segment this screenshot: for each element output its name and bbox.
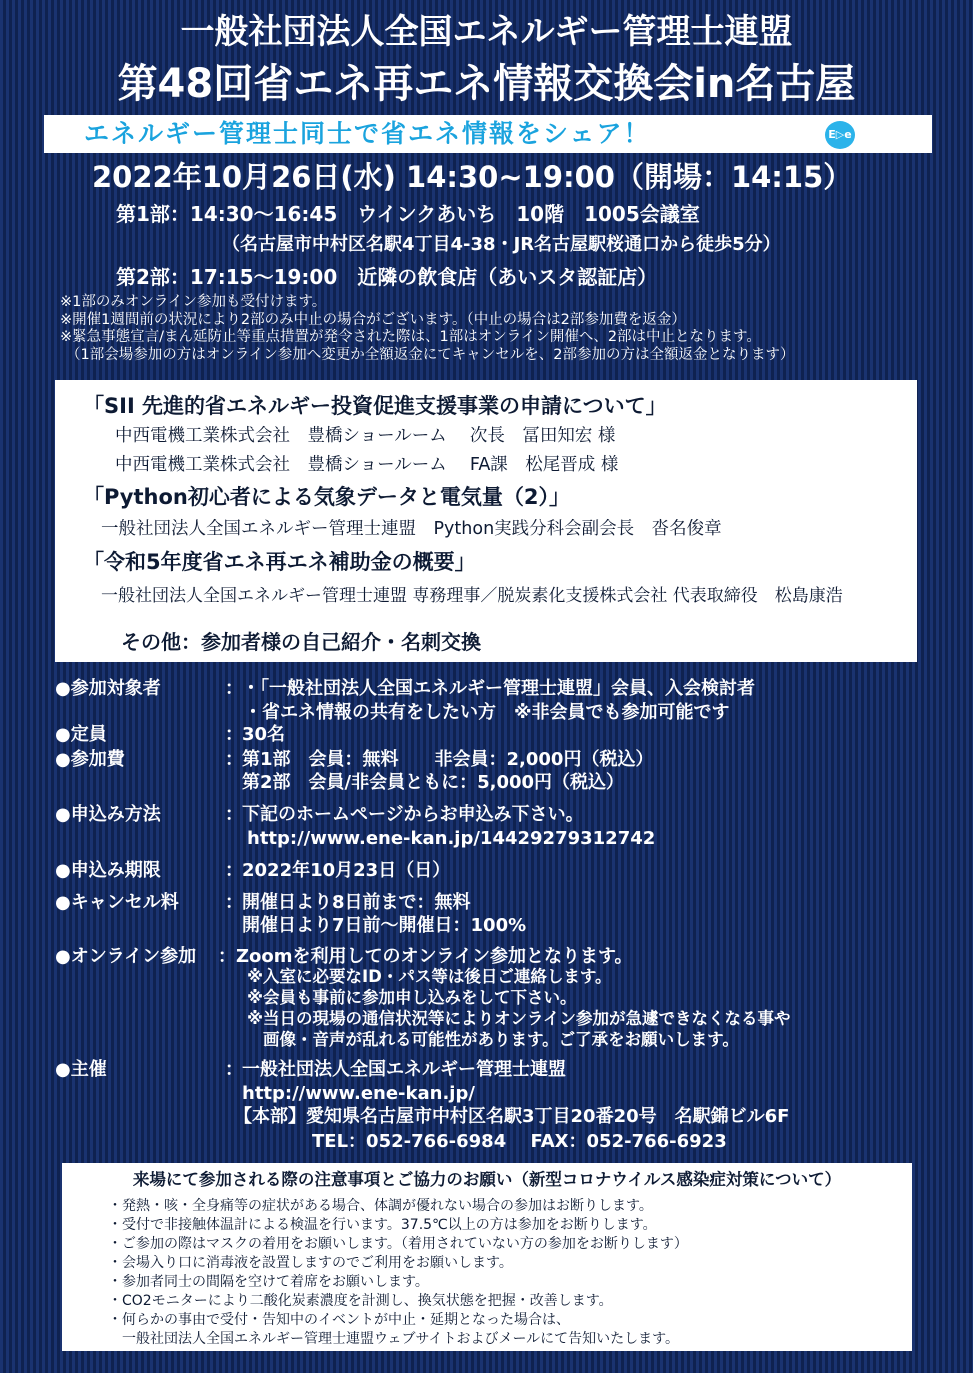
colon: ：	[225, 892, 243, 913]
caution-item: ・ご参加の際はマスクの着用をお願いします。（着用されていない方の参加をお断りします）	[108, 1236, 688, 1252]
host-url-link[interactable]: http://www.ene-kan.jp/	[242, 1083, 475, 1104]
talk3-title: 「令和5年度省エネ再エネ補助金の概要」	[83, 550, 476, 574]
colon: ：	[225, 804, 243, 825]
schedule-notes	[60, 294, 795, 364]
online-note-4: 画像・音声が乱れる可能性があります。ご了承をお願いします。	[263, 1030, 739, 1049]
cancel-value-2: 開催日より7日前～開催日：100%	[242, 915, 527, 936]
colon: ：	[225, 724, 243, 745]
talk1-speaker: 中西電機工業株式会社 豊橋ショールーム 次長 冨田知宏 様	[115, 426, 616, 446]
capacity-label: ●定員	[55, 724, 107, 745]
event-date: 2022年10月26日(水) 14:30~19:00（開場：14:15）	[92, 160, 853, 194]
caution-item: ・参加者同士の間隔を空けて着席をお願いします。	[108, 1274, 429, 1290]
online-value: Zoomを利用してのオンライン参加となります。	[236, 946, 633, 967]
colon: ：	[225, 678, 243, 699]
colon: ：	[225, 860, 243, 881]
fee-value-2: 第2部 会員/非会員ともに：5,000円（税込）	[242, 772, 625, 793]
caution-item: ・会場入り口に消毒液を設置しますのでご利用をお願いします。	[108, 1255, 513, 1271]
talk3-speaker: 一般社団法人全国エネルギー管理士連盟 専務理事／脱炭素化支援株式会社 代表取締役 松島康浩	[101, 586, 843, 606]
tagline-banner	[44, 115, 932, 153]
caution-item: ・受付で非接触体温計による検温を行います。37.5℃以上の方は参加をお断りします。	[108, 1217, 657, 1233]
event-title: 第48回省エネ再エネ情報交換会in名古屋	[117, 61, 856, 107]
apply-label: ●申込み方法	[55, 804, 161, 825]
host-address: 【本部】愛知県名古屋市中村区名駅3丁目20番20号 名駅錦ビル6F	[234, 1106, 790, 1127]
part1-info: 第1部：14:30～16:45 ウインクあいち 10階 1005会議室	[116, 202, 700, 226]
apply-value: 下記のホームページからお申込み下さい。	[242, 804, 584, 825]
talk2-title: 「Python初心者による気象データと電気量（2）」	[83, 485, 570, 509]
fee-value: 第1部 会員：無料 非会員：2,000円（税込）	[242, 749, 654, 770]
caution-item: ・何らかの事由で受付・告知中のイベントが中止・延期となった場合は、	[108, 1312, 570, 1328]
note-item: ※開催1週間前の状況により2部のみ中止の場合がございます。（中止の場合は2部参加費を返金）	[60, 311, 686, 328]
talk2-speaker: 一般社団法人全国エネルギー管理士連盟 Python実践分科会副会長 沓名俊章	[101, 519, 722, 539]
host-contact: TEL：052-766-6984 FAX：052-766-6923	[312, 1131, 727, 1152]
apply-url-link[interactable]: http://www.ene-kan.jp/14429279312742	[247, 828, 656, 849]
cancel-label: ●キャンセル料	[55, 892, 179, 913]
talk1-title: 「SII 先進的省エネルギー投資促進支援事業の申請について」	[83, 394, 667, 418]
part2-info: 第2部：17:15～19:00 近隣の飲食店（あいスタ認証店）	[116, 265, 658, 289]
fee-label: ●参加費	[55, 749, 125, 770]
online-note-2: ※会員も事前に参加申し込みをして下さい。	[247, 988, 577, 1007]
colon: ：	[218, 946, 236, 967]
online-note-3: ※当日の現場の通信状況等によりオンライン参加が急遽できなくなる事や	[247, 1009, 791, 1028]
caution-box	[62, 1163, 912, 1351]
other-activities: その他：参加者様の自己紹介・名刺交換	[121, 630, 481, 654]
tagline-text: エネルギー管理士同士で省エネ情報をシェア！	[84, 119, 651, 148]
cancel-value: 開催日より8日前まで：無料	[242, 892, 471, 913]
deadline-label: ●申込み期限	[55, 860, 161, 881]
note-item: （1部会場参加の方はオンライン参加へ変更か全額返金にてキャンセルを、2部参加の方は全額返金となります）	[66, 346, 795, 363]
colon: ：	[225, 1059, 243, 1080]
caution-item: 一般社団法人全国エネルギー管理士連盟ウェブサイトおよびメールにて告知いたします。	[108, 1331, 680, 1347]
part1-address: （名古屋市中村区名駅4丁目4-38・JR名古屋駅桜通口から徒歩5分）	[222, 234, 781, 255]
caution-item: ・発熱・咳・全身痛等の症状がある場合、体調が優れない場合の参加はお断りします。	[108, 1198, 653, 1214]
host-label: ●主催	[55, 1059, 107, 1080]
note-item: ※緊急事態宣言/まん延防止等重点措置が発令された際は、1部はオンライン開催へ、2部は中止となります。	[60, 329, 761, 345]
deadline-value: 2022年10月23日（日）	[242, 860, 451, 881]
online-note-1: ※入室に必要なID・パス等は後日ご連絡します。	[247, 967, 612, 986]
logo-icon: E▷e	[825, 121, 855, 149]
target-value-2: ・省エネ情報の共有をしたい方 ※非会員でも参加可能です	[244, 702, 730, 723]
org-title: 一般社団法人全国エネルギー管理士連盟	[180, 12, 793, 52]
colon: ：	[225, 749, 243, 770]
target-value: ・「一般社団法人全国エネルギー管理士連盟」会員、入会検討者	[242, 678, 755, 699]
target-label: ●参加対象者	[55, 678, 161, 699]
program-box	[55, 380, 917, 662]
caution-item: ・CO2モニターにより二酸化炭素濃度を計測し、換気状態を把握・改善します。	[108, 1293, 613, 1309]
caution-title: 来場にて参加される際の注意事項とご協力のお願い（新型コロナウイルス感染症対策について）	[132, 1170, 842, 1189]
note-item: ※1部のみオンライン参加も受付けます。	[60, 294, 327, 310]
host-value: 一般社団法人全国エネルギー管理士連盟	[242, 1059, 566, 1080]
talk1-speaker: 中西電機工業株式会社 豊橋ショールーム FA課 松尾晋成 様	[115, 455, 619, 475]
capacity-value: 30名	[242, 724, 286, 745]
online-label: ●オンライン参加	[55, 946, 197, 967]
